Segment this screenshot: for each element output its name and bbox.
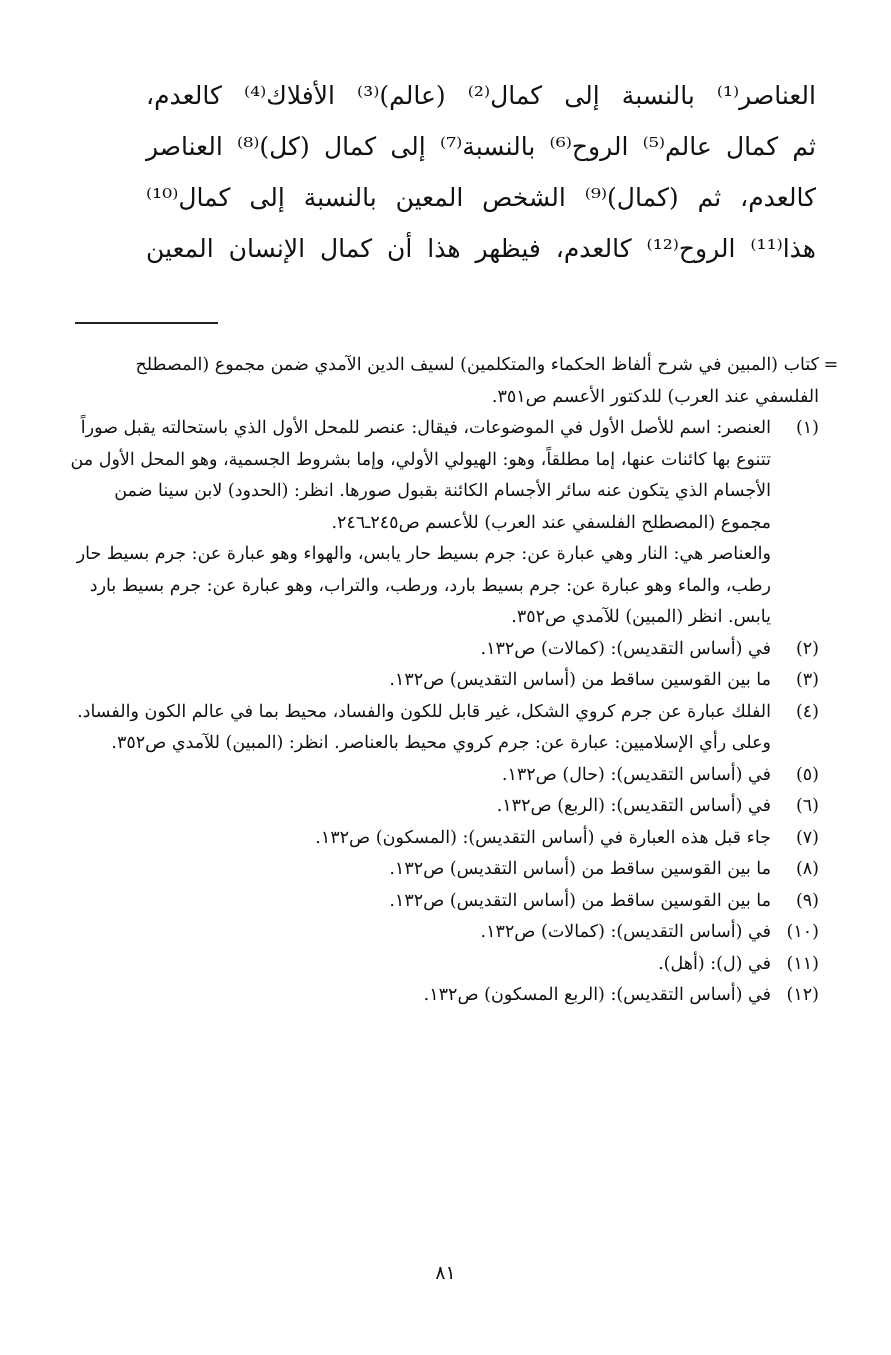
footnote-text: في (أساس التقديس): (حال) ص١٣٢. — [501, 764, 771, 785]
main-text-line: ثم كمال عالم⁽⁵⁾ الروح⁽⁶⁾ بالنسبة⁽⁷⁾ إلى كمال (كل)⁽⁸⁾ العناصر — [146, 132, 816, 161]
footnote-text: ما بين القوسين ساقط من (أساس التقديس) ص١٣٢. — [389, 859, 771, 879]
footnote-9 — [69, 886, 819, 918]
footnote-number: (١٢) — [786, 985, 819, 1005]
footnote-3 — [69, 665, 819, 697]
footnote-1 — [69, 413, 819, 634]
footnote-text: العنصر: اسم للأصل الأول في الموضوعات، فيقال: عنصر للمحل الأول الذي باستحالته يقبل صوراً تتنوع بها كائنات عنها، إما مطلقاً، وهو: الهيولي الأولي، وإما بشروط الجسمية، وهو المحل الأول من الأجسام الذي يتكون عنه سائر الأجسام الكائنة بقبول صورها. انظر: (الحدود) لابن سينا ضمن مجموع (المصطلح الفلسفي عند العرب) للأعسم ص٢٤٥ـ٢٤٦. — [70, 418, 771, 533]
footnote-divider — [75, 322, 218, 324]
footnote-number: (٩) — [795, 890, 819, 911]
footnote-text: الفلك عبارة عن جرم كروي الشكل، غير قابل للكون والفساد، محيط بما في عالم الكون والفساد. وعلى رأي الإسلاميين: عبارة عن: جرم كروي محيط بالعناصر. انظر: (المبين) للآمدي ص٣٥٢. — [77, 701, 771, 753]
footnote-11 — [69, 949, 819, 981]
footnote-number: (٤) — [795, 701, 819, 722]
main-text-line: العناصر⁽¹⁾ بالنسبة إلى كمال⁽²⁾ (عالم)⁽³⁾ الأفلاك⁽⁴⁾ كالعدم، — [146, 81, 816, 110]
page-number: ٨١ — [435, 1262, 456, 1284]
footnote-text: في (أساس التقديس): (كمالات) ص١٣٢. — [480, 922, 771, 942]
footnote-12 — [69, 980, 819, 1012]
footnotes-section — [69, 350, 839, 1012]
footnote-number: (٦) — [795, 796, 819, 816]
footnote-text: ما بين القوسين ساقط من (أساس التقديس) ص١٣٢. — [389, 890, 771, 911]
footnote-7 — [69, 823, 819, 855]
footnote-10 — [69, 917, 819, 949]
main-text-block — [146, 70, 816, 274]
footnote-number: (٧) — [795, 827, 819, 848]
footnote-text: في (أساس التقديس): (كمالات) ص١٣٢. — [480, 638, 771, 659]
footnote-6 — [69, 791, 819, 823]
main-text-line: هذا⁽¹¹⁾ الروح⁽¹²⁾ كالعدم، فيظهر هذا أن كمال الإنسان المعين — [146, 234, 816, 263]
footnote-continuation — [69, 350, 839, 413]
footnote-8 — [69, 854, 819, 886]
footnote-number: (١٠) — [786, 922, 819, 942]
footnote-text: ما بين القوسين ساقط من (أساس التقديس) ص١٣٢. — [389, 670, 771, 690]
continuation-marker: = — [823, 355, 839, 375]
footnote-number: (٥) — [795, 764, 819, 785]
footnote-text: كتاب (المبين في شرح ألفاظ الحكماء والمتكلمين) لسيف الدين الآمدي ضمن مجموع (المصطلح الفلسفي عند العرب) للدكتور الأعسم ص٣٥١. — [135, 355, 819, 407]
footnote-text: في (أساس التقديس): (الربع) ص١٣٢. — [496, 796, 771, 816]
footnote-text: في (أساس التقديس): (الربع المسكون) ص١٣٢. — [423, 985, 771, 1005]
footnote-5 — [69, 760, 819, 792]
footnote-number: (٢) — [795, 638, 819, 659]
footnote-number: (١) — [795, 418, 819, 438]
footnote-2 — [69, 634, 819, 666]
footnote-number: (٨) — [795, 859, 819, 879]
footnote-text: جاء قبل هذه العبارة في (أساس التقديس): (المسكون) ص١٣٢. — [315, 827, 771, 848]
footnote-number: (٣) — [795, 670, 819, 690]
footnote-text-extra: والعناصر هي: النار وهي عبارة عن: جرم بسيط حار يابس، والهواء وهو عبارة عن: جرم بسيط حار رطب، والماء وهو عبارة عن: جرم بسيط بارد، ورطب، والتراب، وهو عبارة عن: جرم بسيط بارد يابس. انظر (المبين) للآمدي ص٣٥٢. — [76, 544, 771, 627]
footnote-number: (١١) — [786, 953, 819, 974]
footnote-text: في (ل): (أهل). — [658, 953, 771, 974]
main-text-line: كالعدم، ثم (كمال)⁽⁹⁾ الشخص المعين بالنسبة إلى كمال⁽¹⁰⁾ — [146, 183, 816, 212]
footnote-4 — [69, 697, 819, 760]
